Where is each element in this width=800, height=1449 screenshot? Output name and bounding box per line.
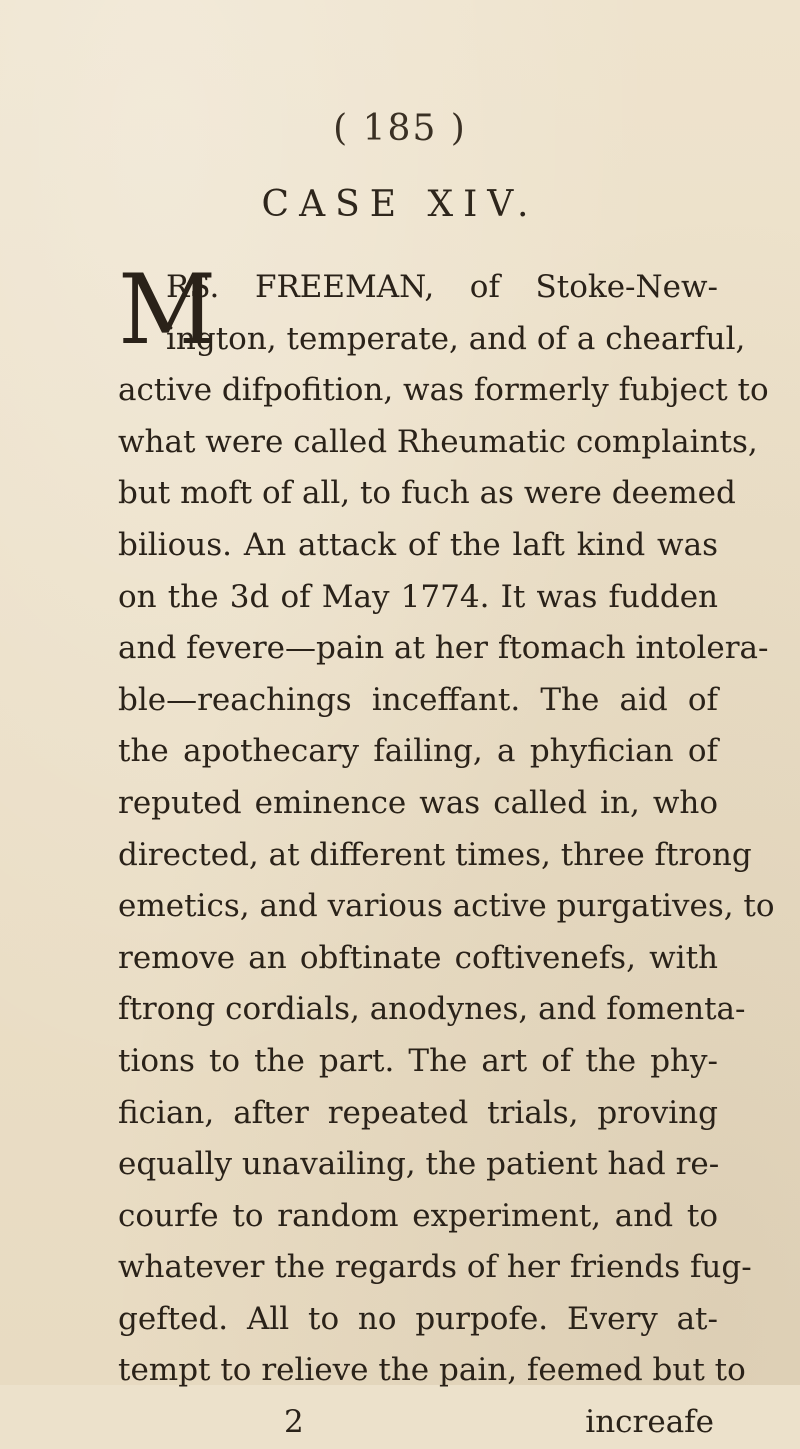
text-line: the apothecary failing, a phyfician of <box>118 733 718 770</box>
body-text <box>118 254 775 1449</box>
text-line: directed, at different times, three ftrong <box>118 836 752 873</box>
text-line: but moft of all, to fuch as were deemed <box>118 475 736 512</box>
text-line: ftrong cordials, anodynes, and fomenta- <box>118 991 746 1028</box>
text-line: active difpofition, was formerly fubject to <box>118 372 769 409</box>
text-line: tions to the part. The art of the phy- <box>118 1042 718 1079</box>
text-line: remove an obftinate coftivenefs, with <box>118 939 718 976</box>
text-line: ington, temperate, and of a chearful, <box>166 320 746 357</box>
text-line: RS. FREEMAN, of Stoke-New- <box>166 269 718 305</box>
text-line: courfe to random experiment, and to <box>118 1197 718 1234</box>
text-line: bilious. An attack of the laft kind was <box>118 526 718 563</box>
page-number: ( 185 ) <box>333 108 467 149</box>
text-line: equally unavailing, the patient had re- <box>118 1146 720 1183</box>
footer-line <box>118 1397 718 1449</box>
text-line: emetics, and various active purgatives, to <box>118 888 775 925</box>
text-line: on the 3d of May 1774. It was fudden <box>118 578 718 615</box>
text-line: whatever the regards of her friends fug- <box>118 1249 752 1286</box>
text-line: and fevere—pain at her ftomach intolera- <box>118 630 769 667</box>
drop-cap: M <box>118 254 217 366</box>
catchword: increafe <box>585 1404 714 1441</box>
text-line: tempt to relieve the pain, feemed but to <box>118 1352 746 1389</box>
signature-mark: 2 <box>284 1404 304 1441</box>
text-line: what were called Rheumatic complaints, <box>118 423 758 460</box>
text-line: reputed eminence was called in, who <box>118 784 718 821</box>
text-line: ble—reachings inceffant. The aid of <box>118 681 718 718</box>
text-line: gefted. All to no purpofe. Every at- <box>118 1300 718 1337</box>
case-heading: CASE XIV. <box>261 184 539 225</box>
text-line: fician, after repeated trials, proving <box>118 1094 718 1131</box>
